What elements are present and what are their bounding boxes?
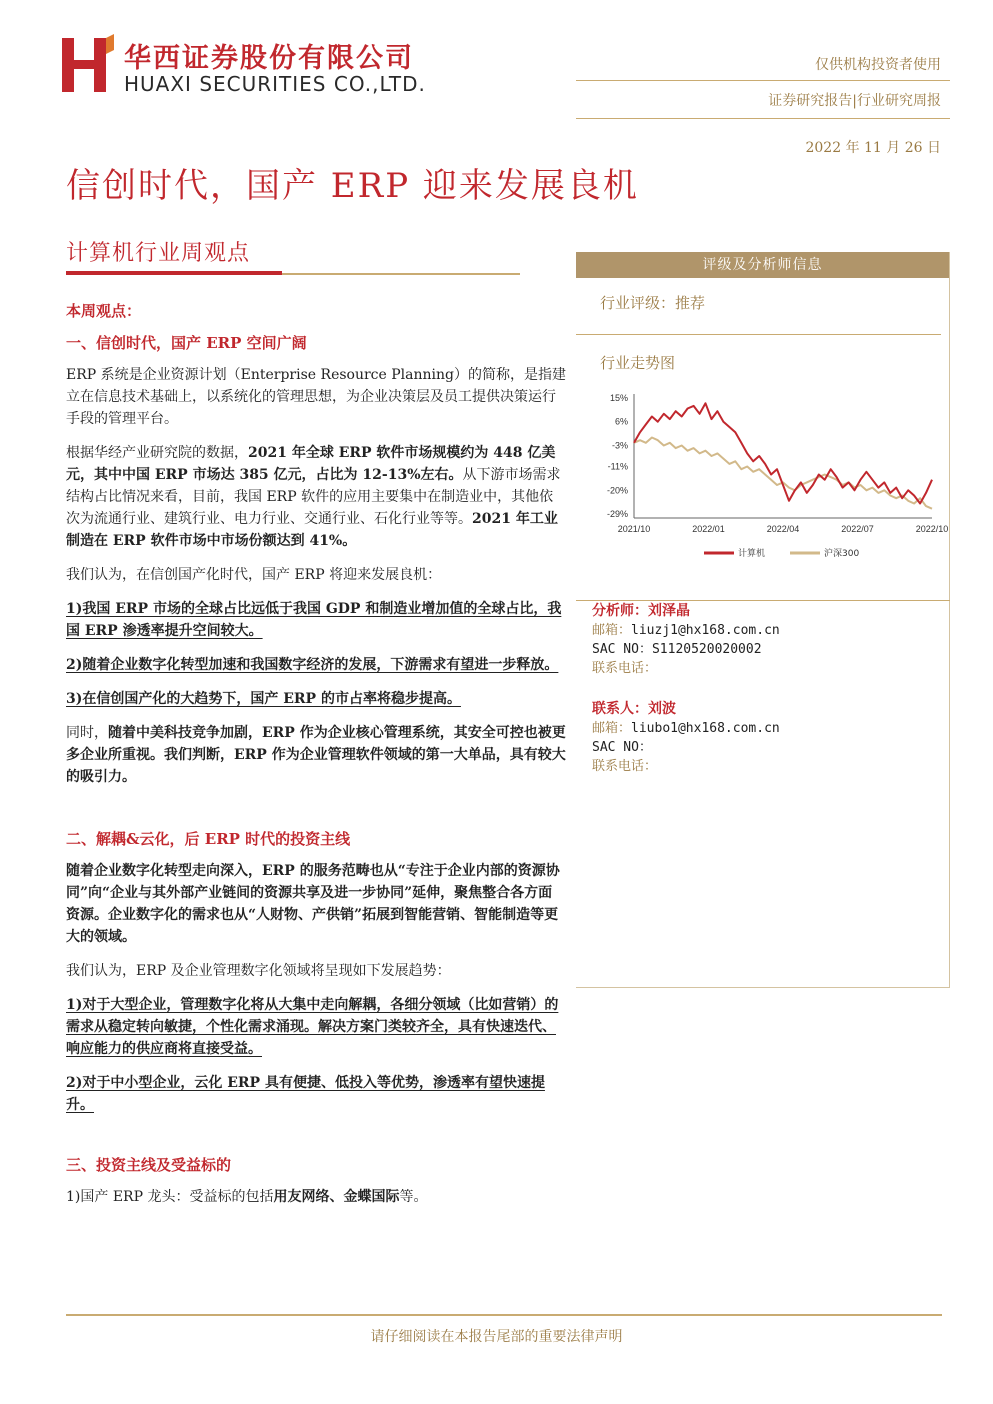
y-tick-label: -20%	[606, 485, 628, 496]
section-heading: 一、信创时代，国产 ERP 空间广阔	[66, 334, 307, 352]
panel-header: 评级及分析师信息	[576, 252, 949, 278]
report-subtitle: 计算机行业周观点	[66, 241, 251, 266]
section-heading: 三、投资主线及受益标的	[66, 1156, 232, 1174]
contact-name: 联系人：刘波	[592, 701, 676, 717]
paragraph: 我们认为，在信创国产化时代，国产 ERP 将迎来发展良机：	[66, 567, 442, 583]
rating-analyst-panel	[576, 252, 950, 988]
contact-email: liubo1@hx168.com.cn	[631, 721, 780, 736]
series-line	[634, 438, 932, 509]
subtitle-underline	[66, 271, 282, 275]
investor-disclaimer: 仅供机构投资者使用	[815, 57, 941, 73]
legend-label: 沪深300	[824, 549, 860, 559]
analyst-sac: S1120520020002	[651, 642, 762, 657]
x-tick-label: 2021/10	[617, 524, 651, 534]
key-point: 2)对于中小型企业，云化 ERP 具有便捷、低投入等优势，渗透率有望快速提升。	[66, 1075, 545, 1113]
trend-chart-title: 行业走势图	[600, 354, 676, 372]
report-title: 信创时代，国产 ERP 迎来发展良机	[66, 166, 639, 206]
legal-notice: 请仔细阅读在本报告尾部的重要法律声明	[370, 1329, 623, 1345]
subtitle-underline	[282, 273, 520, 275]
analyst-name: 分析师：刘泽晶	[592, 603, 690, 619]
x-tick-label: 2022/04	[766, 524, 800, 534]
report-body	[66, 300, 566, 1220]
footer-divider	[66, 1314, 942, 1316]
key-point: 2)随着企业数字化转型加速和我国数字经济的发展，下游需求有望进一步释放。	[66, 657, 559, 673]
paragraph: 根据华经产业研究院的数据，2021 年全球 ERP 软件市场规模约为 448 亿美元，其中中国 ERP 市场达 385 亿元，占比为 12-13%左右。从下游市场需求结构占比情况来看，目前，我国 ERP 软件的应用主要集中在制造业中，其他依次为流通行业、建筑行业、电力行业、交通行业、石化行业等等。2021 年工业制造在 ERP 软件市场中市场份额达到 41%。	[66, 445, 561, 549]
panel-divider	[576, 334, 941, 335]
huaxi-logo-icon	[62, 34, 114, 94]
header-divider	[576, 80, 950, 81]
trend-chart	[594, 386, 949, 572]
panel-divider	[576, 600, 950, 601]
company-logo	[62, 30, 462, 102]
key-point: 1)对于大型企业，管理数字化将从大集中走向解耦，各细分领域（比如营销）的需求从稳定转向敏捷，个性化需求涌现。解决方案门类较齐全，具有快速迭代、响应能力的供应商将直接受益。	[66, 997, 559, 1057]
paragraph: 同时，随着中美科技竞争加剧，ERP 作为企业核心管理系统，其安全可控也被更多企业所重视。我们判断，ERP 作为企业管理软件领域的第一大单品，具有较大的吸引力。	[66, 725, 566, 785]
company-name-cn: 华西证券股份有限公司	[124, 43, 414, 74]
paragraph: 随着企业数字化转型走向深入，ERP 的服务范畴也从“专注于企业内部的资源协同”向“企业与其外部产业链间的资源共享及进一步协同”延伸，聚焦整合各方面资源。企业数字化的需求也从“人财物、产供销”拓展到智能营销、智能制造等更大的领域。	[66, 863, 560, 945]
x-tick-label: 2022/10	[915, 524, 949, 534]
y-tick-label: -3%	[611, 440, 628, 451]
legend-label: 计算机	[738, 549, 766, 559]
x-tick-label: 2022/07	[841, 524, 874, 534]
report-type: 证券研究报告|行业研究周报	[768, 93, 941, 109]
analyst-phone: 联系电话：	[592, 661, 658, 676]
header-divider	[576, 118, 950, 119]
x-tick-label: 2022/01	[692, 524, 725, 534]
contact-phone: 联系电话：	[592, 759, 658, 774]
analyst-email: liuzj1@hx168.com.cn	[631, 623, 780, 638]
paragraph: ERP 系统是企业资源计划（Enterprise Resource Planning）的简称，是指建立在信息技术基础上，以系统化的管理思想，为企业决策层及员工提供决策运行手段的管理平台。	[66, 367, 566, 427]
y-tick-label: 6%	[614, 416, 628, 427]
industry-rating: 行业评级：推荐	[600, 294, 706, 312]
y-tick-label: 15%	[609, 393, 628, 403]
section-heading: 二、解耦&云化，后 ERP 时代的投资主线	[66, 830, 351, 848]
report-date: 2022 年 11 月 26 日	[805, 140, 941, 156]
y-tick-label: -11%	[607, 461, 628, 472]
contact-info: 联系人：刘波 邮箱：liubo1@hx168.com.cn SAC NO： 联系电话：	[592, 701, 780, 774]
paragraph: 我们认为，ERP 及企业管理数字化领域将呈现如下发展趋势：	[66, 963, 451, 979]
key-point: 3)在信创国产化的大趋势下，国产 ERP 的市占率将稳步提高。	[66, 691, 461, 707]
week-view-heading: 本周观点：	[66, 302, 142, 320]
company-name-en: HUAXI SECURITIES CO.,LTD.	[124, 72, 426, 96]
contact-sac: SAC NO：	[592, 740, 652, 755]
series-line	[634, 403, 932, 503]
analyst-info: 分析师：刘泽晶 邮箱：liuzj1@hx168.com.cn SAC NO：S1120520020002 联系电话：	[592, 603, 780, 676]
key-point: 1)我国 ERP 市场的全球占比远低于我国 GDP 和制造业增加值的全球占比，我国 ERP 渗透率提升空间较大。	[66, 601, 562, 639]
paragraph: 1)国产 ERP 龙头：受益标的包括用友网络、金蝶国际等。	[66, 1189, 428, 1205]
y-tick-label: -29%	[606, 509, 628, 519]
